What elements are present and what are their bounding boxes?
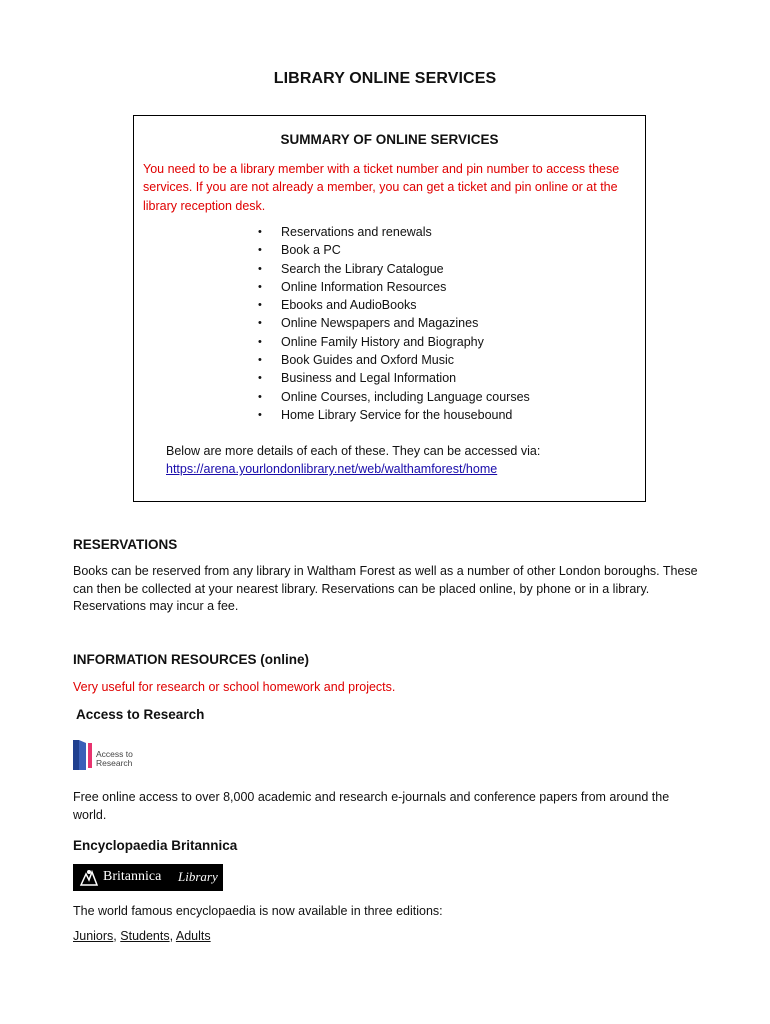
- access-to-research-body: Free online access to over 8,000 academic and research e-journals and conference papers from around the world.: [73, 790, 670, 822]
- summary-title: SUMMARY OF ONLINE SERVICES: [280, 132, 499, 147]
- bullet-icon: •: [258, 244, 262, 257]
- juniors-link[interactable]: Juniors: [73, 929, 114, 943]
- access-to-research-logo: [73, 738, 143, 772]
- list-item: [134, 369, 645, 387]
- thistle-icon: [78, 868, 100, 887]
- list-item-label: Online Information Resources: [281, 279, 447, 294]
- edition-separator: ,: [113, 929, 117, 943]
- document-title: LIBRARY ONLINE SERVICES: [273, 70, 497, 87]
- list-item-label: Book a PC: [281, 243, 341, 258]
- information-resources-heading: INFORMATION RESOURCES (online): [73, 652, 309, 667]
- services-list: [134, 223, 645, 424]
- summary-box: [133, 115, 646, 502]
- list-item-label: Home Library Service for the housebound: [281, 407, 513, 422]
- list-item: [134, 388, 645, 406]
- bullet-icon: •: [258, 408, 262, 421]
- adults-link[interactable]: Adults: [175, 929, 211, 943]
- reservations-body: Books can be reserved from any library in Waltham Forest as well as a number of other London boroughs. These can then be collected at your nearest library. Reservations can be placed online, by phone or in a library. Reservations may incur a fee.: [73, 564, 698, 614]
- list-item-label: Online Newspapers and Magazines: [281, 316, 479, 331]
- britannica-logo: [73, 864, 223, 891]
- bullet-icon: •: [258, 299, 262, 312]
- bullet-icon: •: [258, 354, 262, 367]
- list-item: [134, 223, 645, 241]
- bullet-icon: •: [258, 372, 262, 385]
- list-item-label: Ebooks and AudioBooks: [281, 298, 417, 313]
- list-item-label: Search the Library Catalogue: [281, 261, 444, 276]
- logo-text-line1: Access to: [96, 749, 133, 759]
- list-item: [134, 260, 645, 278]
- bullet-icon: •: [258, 280, 262, 293]
- library-website-link[interactable]: https://arena.yourlondonlibrary.net/web/walthamforest/home: [166, 462, 498, 476]
- britannica-logo-word: Britannica: [103, 869, 162, 884]
- membership-warning: You need to be a library member with a ticket number and pin number to access these services. If you are not already a member, you can get a ticket and pin online or at the library reception desk.: [143, 162, 620, 213]
- list-item: [134, 406, 645, 424]
- edition-separator: ,: [169, 929, 174, 943]
- britannica-editions: [73, 928, 211, 945]
- list-item-label: Online Family History and Biography: [281, 334, 484, 349]
- bullet-icon: •: [258, 335, 262, 348]
- logo-text-line2: Research: [96, 758, 133, 768]
- list-item-label: Reservations and renewals: [281, 225, 432, 239]
- bullet-icon: •: [258, 226, 262, 238]
- access-to-research-heading: Access to Research: [76, 707, 205, 722]
- more-details-text: Below are more details of each of these. They can be accessed via:: [166, 444, 541, 458]
- list-item: [134, 278, 645, 296]
- list-item-label: Online Courses, including Language courses: [281, 389, 530, 404]
- list-item: [134, 241, 645, 259]
- britannica-body: The world famous encyclopaedia is now available in three editions:: [73, 904, 443, 918]
- reservations-heading: RESERVATIONS: [73, 537, 178, 552]
- britannica-heading: Encyclopaedia Britannica: [73, 838, 238, 853]
- list-item: [134, 314, 645, 332]
- britannica-logo-library: Library: [178, 869, 218, 884]
- list-item: [134, 333, 645, 351]
- bullet-icon: •: [258, 317, 262, 330]
- list-item-label: Book Guides and Oxford Music: [281, 353, 454, 368]
- list-item-label: Business and Legal Information: [281, 371, 457, 386]
- bullet-icon: •: [258, 390, 262, 403]
- information-resources-note: Very useful for research or school homework and projects.: [73, 680, 396, 694]
- bullet-icon: •: [258, 262, 262, 275]
- list-item: [134, 296, 645, 314]
- access-to-research-logo-mark: [73, 738, 143, 772]
- list-item: [134, 351, 645, 369]
- students-link[interactable]: Students: [120, 929, 170, 943]
